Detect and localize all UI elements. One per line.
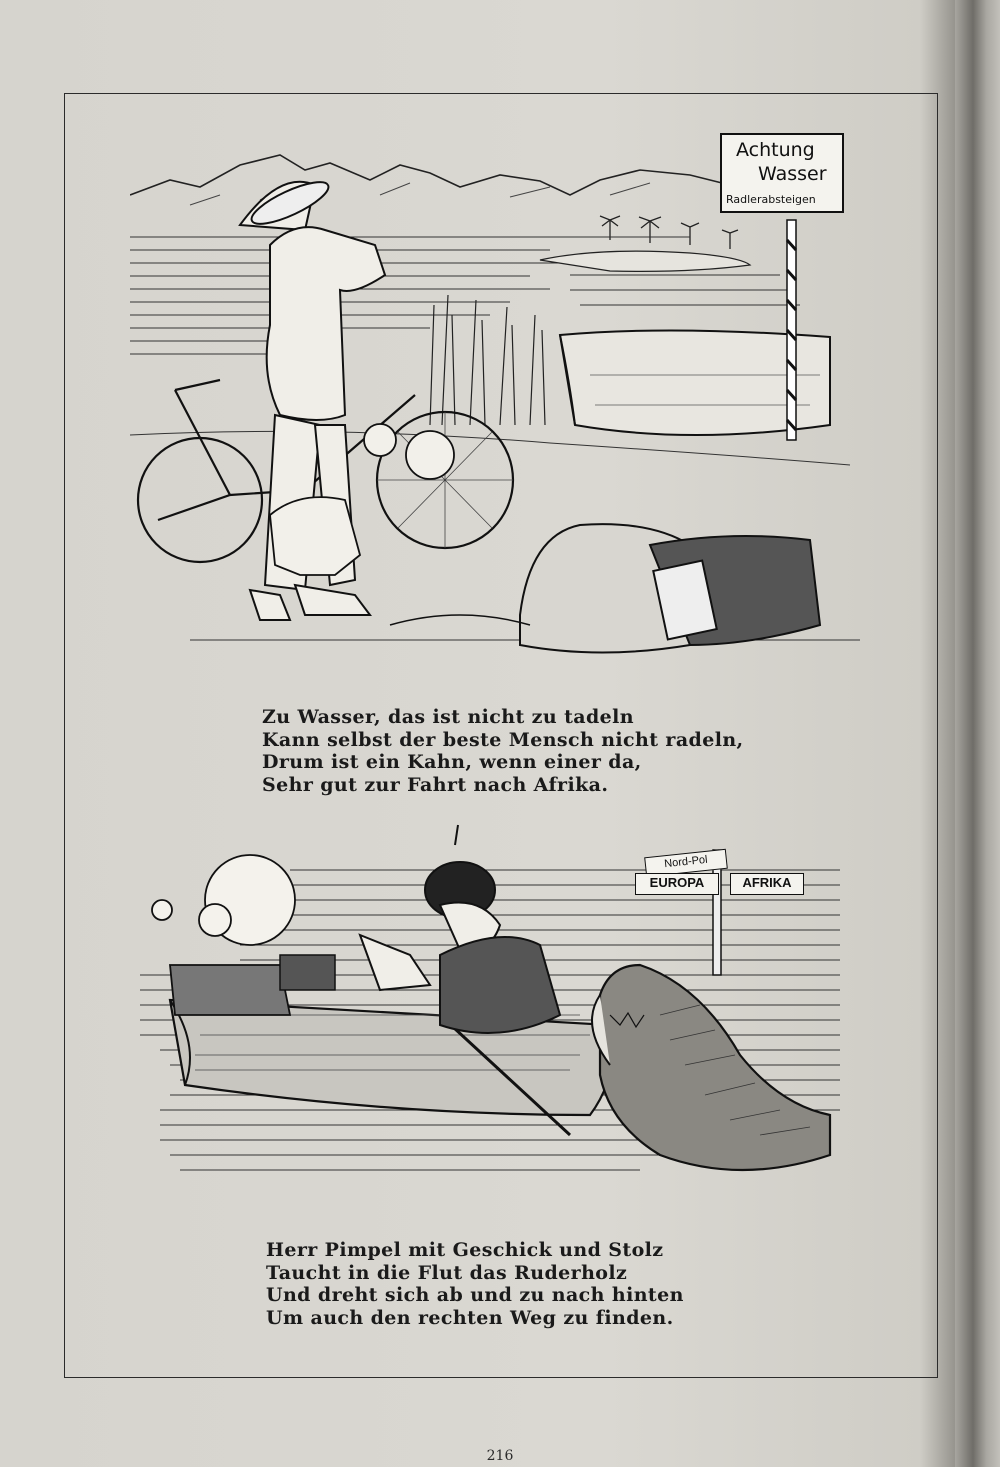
book-spine xyxy=(955,0,1000,1467)
verse-1 xyxy=(262,706,744,796)
illustration-rowboat-crocodile xyxy=(140,815,840,1200)
verse-2-line-2: Taucht in die Flut das Ruderholz xyxy=(266,1261,628,1284)
signpost-nord-pol: Nord-Pol xyxy=(644,849,728,877)
verse-2-line-1: Herr Pimpel mit Geschick und Stolz xyxy=(266,1239,664,1261)
illustration-cyclist-at-water xyxy=(130,125,865,680)
verse-2-line-3: Und dreht sich ab und zu nach hinten xyxy=(266,1284,684,1306)
signpost-europa: EUROPA xyxy=(635,873,719,895)
page-number: 216 xyxy=(486,1448,514,1464)
achtung-wasser-sign xyxy=(720,133,844,213)
verse-1-line-3: Drum ist ein Kahn, wenn einer da, xyxy=(262,751,642,773)
verse-1-line-1: Zu Wasser, das ist nicht zu tadeln xyxy=(262,706,634,728)
verse-2 xyxy=(266,1239,684,1329)
sign-line-wasser: Wasser xyxy=(758,163,827,185)
verse-2-line-4: Um auch den rechten Weg zu finden. xyxy=(266,1306,674,1329)
signpost-afrika: AFRIKA xyxy=(730,873,804,895)
verse-1-line-2: Kann selbst der beste Mensch nicht radeln, xyxy=(262,728,744,751)
sign-line-radlerabsteigen: Radlerabsteigen xyxy=(726,193,816,206)
verse-1-line-4: Sehr gut zur Fahrt nach Afrika. xyxy=(262,773,609,796)
sign-line-achtung: Achtung xyxy=(736,139,815,161)
